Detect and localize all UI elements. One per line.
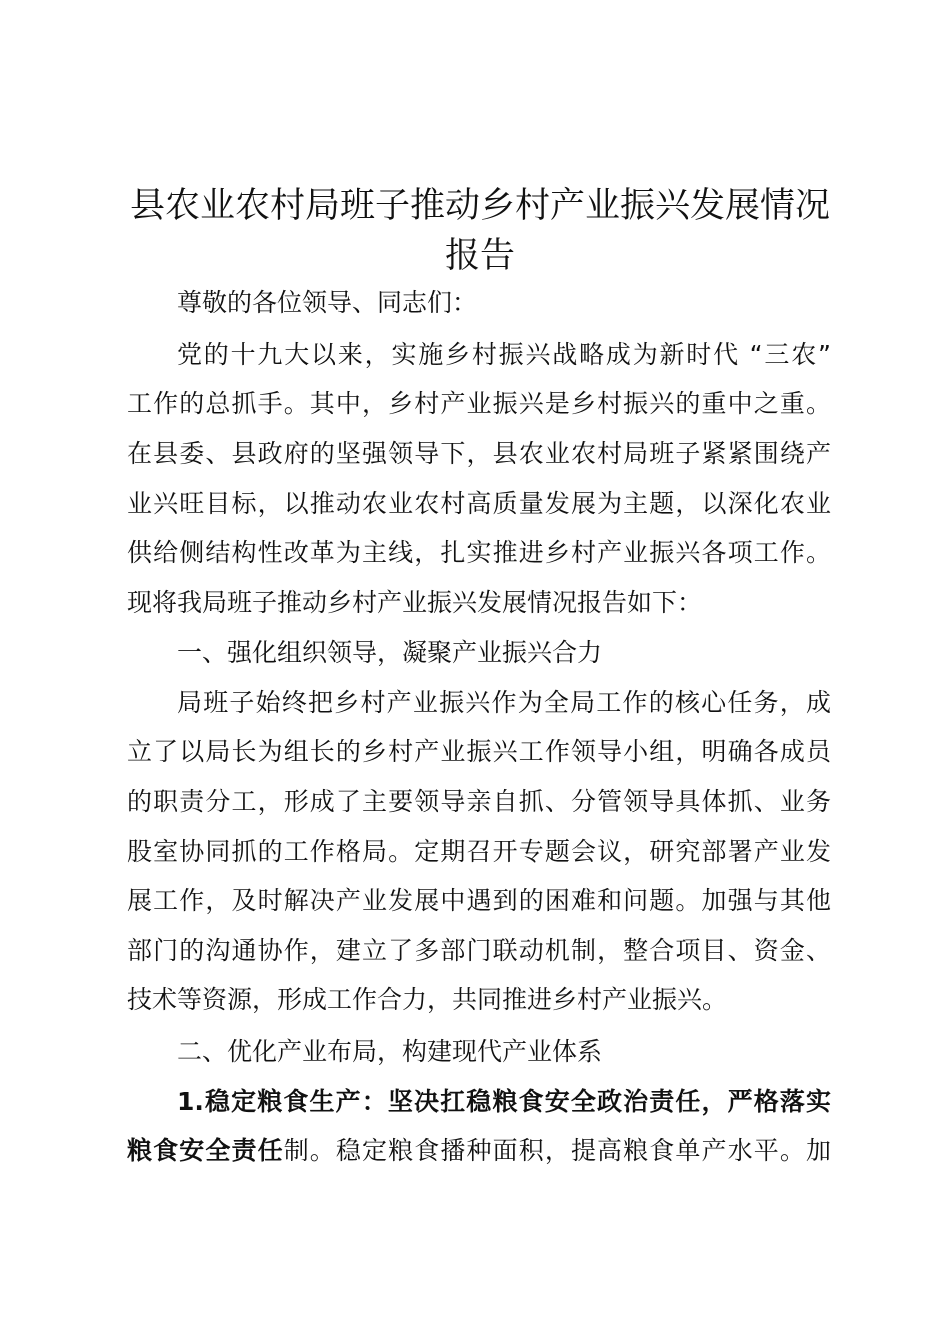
salutation: 尊敬的各位领导、同志们：	[177, 288, 478, 317]
intro-line-1: 党的十九大以来，实施乡村振兴战略成为新时代 “三农”	[177, 340, 831, 369]
intro-line-2: 工作的总抓手。其中，乡村产业振兴是乡村振兴的重中之重。	[127, 389, 831, 418]
document-title-line-1: 县农业农村局班子推动乡村产业振兴发展情况	[129, 186, 830, 226]
intro-line-4: 业兴旺目标，以推动农业农村高质量发展为主题，以深化农业	[127, 489, 831, 518]
section-2-item-1-line-2	[127, 1134, 831, 1168]
section-1-line-2: 立了以局长为组长的乡村产业振兴工作领导小组，明确各成员	[127, 737, 831, 766]
document-title-line-2: 报告	[444, 236, 515, 276]
intro-line-6: 现将我局班子推动乡村产业振兴发展情况报告如下：	[127, 588, 703, 617]
section-1-line-5: 展工作，及时解决产业发展中遇到的困难和问题。加强与其他	[127, 886, 831, 915]
intro-line-5: 供给侧结构性改革为主线，扎实推进乡村产业振兴各项工作。	[127, 538, 831, 567]
section-1-line-4: 股室协同抓的工作格局。定期召开专题会议，研究部署产业发	[127, 837, 831, 866]
item-1-line-2-rest: 制。稳定粮食播种面积，提高粮食单产水平。加	[283, 1136, 831, 1165]
section-2-heading: 二、优化产业布局，构建现代产业体系	[177, 1037, 603, 1066]
section-1-heading: 一、强化组织领导，凝聚产业振兴合力	[177, 638, 603, 667]
section-1-line-6: 部门的沟通协作，建立了多部门联动机制，整合项目、资金、	[127, 936, 831, 965]
section-1-line-3: 的职责分工，形成了主要领导亲自抓、分管领导具体抓、业务	[127, 787, 831, 816]
section-2-item-1-line-1: 1.稳定粮食生产：坚决扛稳粮食安全政治责任，严格落实	[177, 1087, 831, 1116]
intro-line-3: 在县委、县政府的坚强领导下，县农业农村局班子紧紧围绕产	[127, 439, 831, 468]
section-1-line-1: 局班子始终把乡村产业振兴作为全局工作的核心任务，成	[177, 688, 831, 717]
item-1-bold-phrase: 粮食安全责任	[127, 1136, 284, 1165]
section-1-line-7: 技术等资源，形成工作合力，共同推进乡村产业振兴。	[127, 985, 728, 1014]
